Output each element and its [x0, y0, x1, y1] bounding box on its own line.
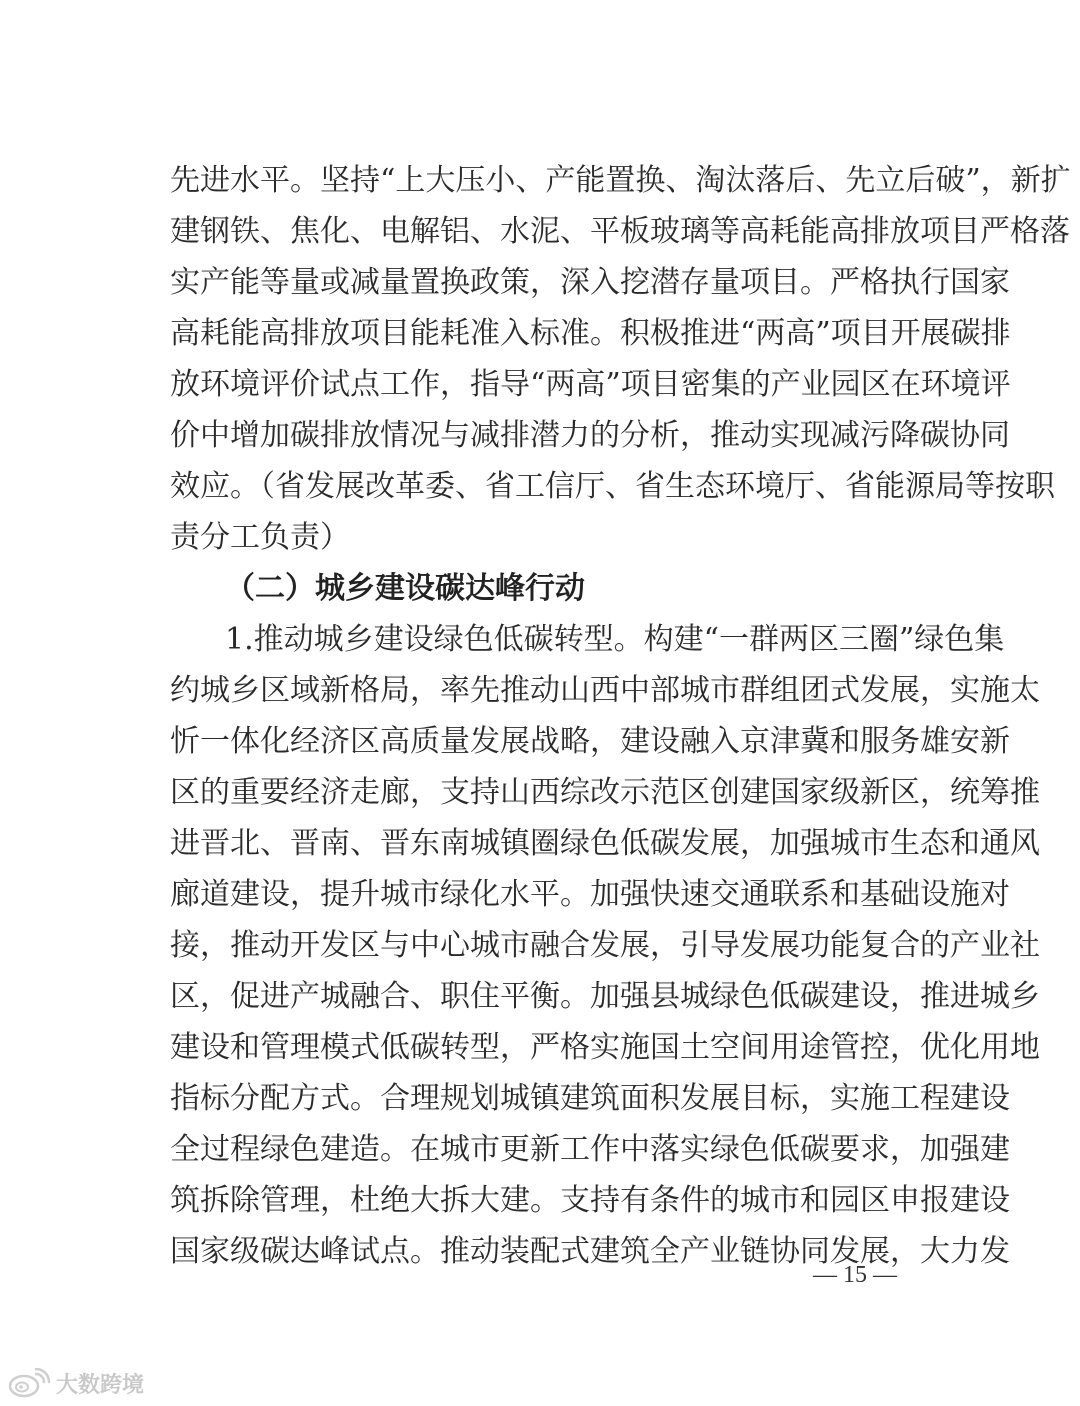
paragraph-line: 接，推动开发区与中心城市融合发展，引导发展功能复合的产业社	[170, 928, 1040, 963]
paragraph-line: 全过程绿色建造。在城市更新工作中落实绿色低碳要求，加强建	[170, 1132, 1010, 1167]
watermark	[6, 1366, 144, 1400]
paragraph-line: 约城乡区域新格局，率先推动山西中部城市群组团式发展，实施太	[170, 673, 1040, 708]
paragraph-line: 效应。（省发展改革委、省工信厅、省生态环境厅、省能源局等按职	[170, 469, 1055, 504]
page-number: — 15 —	[813, 1262, 897, 1288]
watermark-text: 大数跨境	[56, 1372, 145, 1398]
paragraph-line: 国家级碳达峰试点。推动装配式建筑全产业链协同发展，大力发	[170, 1234, 1010, 1269]
paragraph-line: 高耗能高排放项目能耗准入标准。积极推进“两高”项目开展碳排	[170, 316, 1011, 351]
paragraph-line: 建设和管理模式低碳转型，严格实施国土空间用途管控，优化用地	[170, 1030, 1040, 1065]
paragraph-line: 放环境评价试点工作，指导“两高”项目密集的产业园区在环境评	[170, 367, 1011, 402]
paragraph-line: 区，促进产城融合、职住平衡。加强县城绿色低碳建设，推进城乡	[170, 979, 1040, 1014]
paragraph-line: 1.推动城乡建设绿色低碳转型。构建“一群两区三圈”绿色集	[225, 622, 1005, 657]
paragraph-line: 责分工负责）	[170, 520, 350, 555]
paragraph-line: 进晋北、晋南、晋东南城镇圈绿色低碳发展，加强城市生态和通风	[170, 826, 1040, 861]
paragraph-line: 筑拆除管理，杜绝大拆大建。支持有条件的城市和园区申报建设	[170, 1183, 1010, 1218]
paragraph-line: 忻一体化经济区高质量发展战略，建设融入京津冀和服务雄安新	[170, 724, 1010, 759]
paragraph-line: 指标分配方式。合理规划城镇建筑面积发展目标，实施工程建设	[170, 1081, 1010, 1116]
paragraph-line: 建钢铁、焦化、电解铝、水泥、平板玻璃等高耗能高排放项目严格落	[170, 214, 1070, 249]
paragraph-line: 区的重要经济走廊，支持山西综改示范区创建国家级新区，统筹推	[170, 775, 1040, 810]
paragraph-line: 价中增加碳排放情况与减排潜力的分析，推动实现减污降碳协同	[170, 418, 1010, 453]
paragraph-line: 廊道建设，提升城市绿化水平。加强快速交通联系和基础设施对	[170, 877, 1010, 912]
section-heading: （二）城乡建设碳达峰行动	[225, 571, 585, 606]
paragraph-line: 先进水平。坚持“上大压小、产能置换、淘汰落后、先立后破”，新扩	[170, 163, 1071, 198]
weibo-logo-icon	[6, 1368, 52, 1398]
paragraph-line: 实产能等量或减量置换政策，深入挖潜存量项目。严格执行国家	[170, 265, 1010, 300]
